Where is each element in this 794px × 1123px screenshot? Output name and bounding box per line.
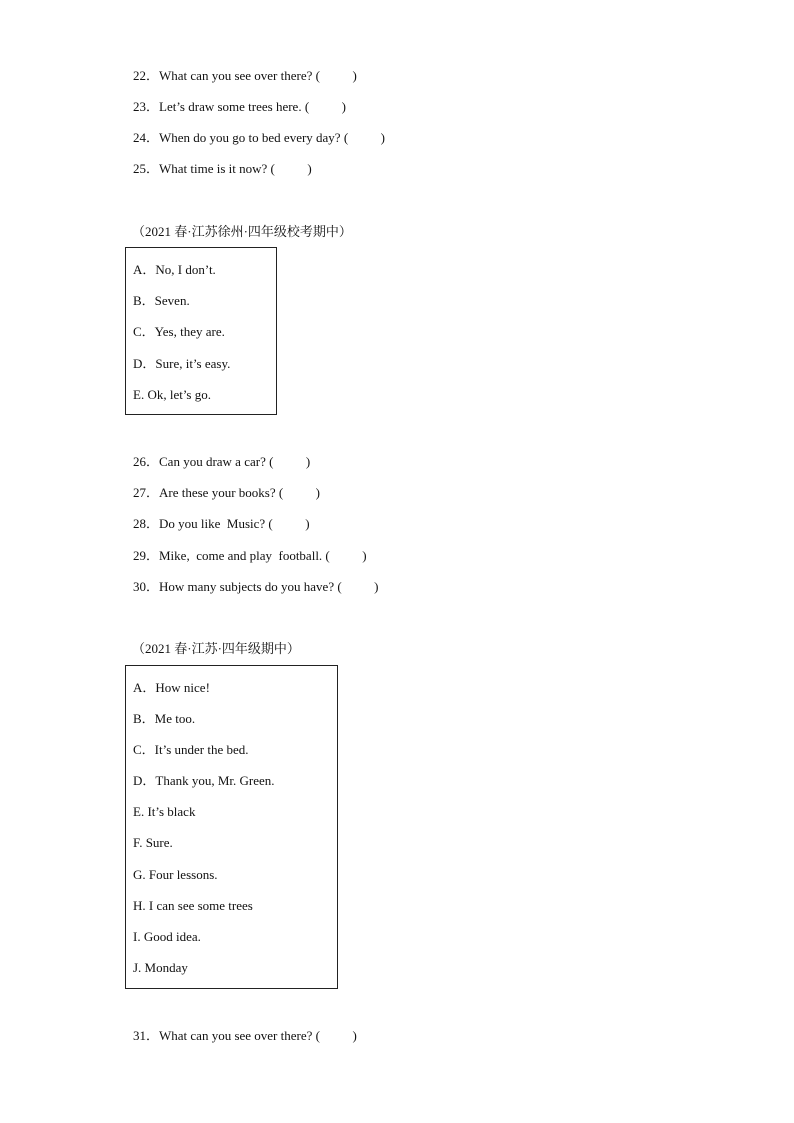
option-e: E. It’s black xyxy=(133,804,196,819)
question-22: 22．What can you see over there? ( ) xyxy=(133,68,357,83)
option-e: E. Ok, let’s go. xyxy=(133,387,211,402)
option-a: A．How nice! xyxy=(133,680,210,695)
section-source: （2021 春·江苏徐州·四年级校考期中） xyxy=(132,224,352,239)
option-b: B．Seven. xyxy=(133,293,190,308)
question-28: 28．Do you like Music? ( ) xyxy=(133,516,310,531)
option-c: C．It’s under the bed. xyxy=(133,742,249,757)
option-j: J. Monday xyxy=(133,960,188,975)
question-31: 31．What can you see over there? ( ) xyxy=(133,1028,357,1043)
option-h: H. I can see some trees xyxy=(133,898,253,913)
question-25: 25．What time is it now? ( ) xyxy=(133,161,312,176)
option-f: F. Sure. xyxy=(133,835,173,850)
option-b: B．Me too. xyxy=(133,711,196,726)
question-24: 24．When do you go to bed every day? ( ) xyxy=(133,130,385,145)
question-29: 29．Mike, come and play football. ( ) xyxy=(133,548,367,563)
option-g: G. Four lessons. xyxy=(133,867,218,882)
option-a: A．No, I don’t. xyxy=(133,262,216,277)
section-source: （2021 春·江苏·四年级期中） xyxy=(132,641,300,656)
option-c: C．Yes, they are. xyxy=(133,324,225,339)
options-box xyxy=(125,665,338,989)
question-23: 23．Let’s draw some trees here. ( ) xyxy=(133,99,346,114)
option-d: D．Thank you, Mr. Green. xyxy=(133,773,275,788)
option-d: D．Sure, it’s easy. xyxy=(133,356,231,371)
options-box xyxy=(125,247,277,415)
question-27: 27．Are these your books? ( ) xyxy=(133,485,321,500)
question-30: 30．How many subjects do you have? ( ) xyxy=(133,579,379,594)
question-26: 26．Can you draw a car? ( ) xyxy=(133,454,311,469)
option-i: I. Good idea. xyxy=(133,929,201,944)
